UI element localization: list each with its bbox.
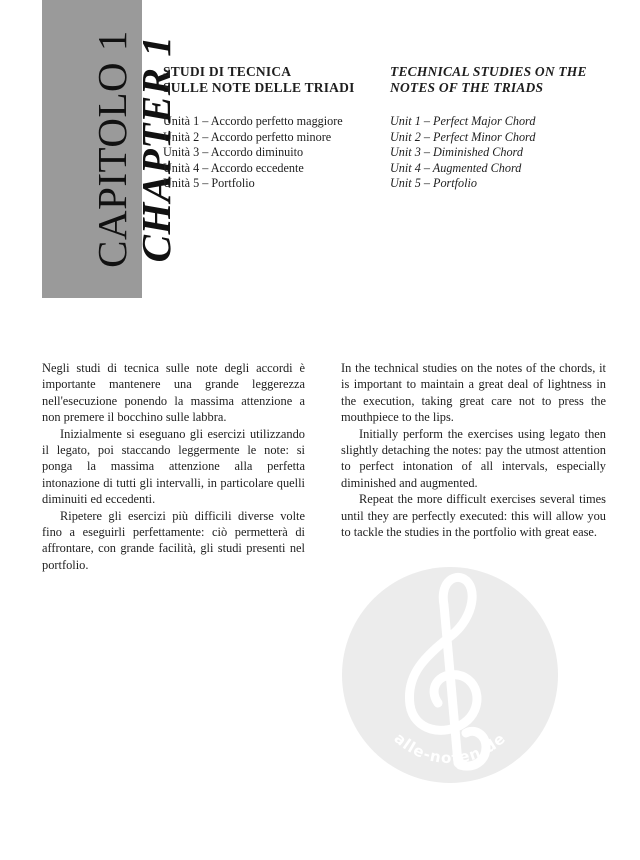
toc-english-heading-line1: TECHNICAL STUDIES ON THE (390, 64, 587, 79)
toc-english-item: Unit 2 – Perfect Minor Chord (390, 129, 536, 144)
toc-english-heading-line2: NOTES OF THE TRIADS (390, 80, 544, 95)
toc-english-item: Unit 1 – Perfect Major Chord (390, 114, 536, 128)
toc-italian-item: Unità 1 – Accordo perfetto maggiore (163, 114, 343, 128)
toc-italian-item: Unità 5 – Portfolio (163, 176, 255, 190)
chapter-title-english: CHAPTER 1 (133, 35, 179, 263)
body-italian (42, 360, 305, 573)
body-english-paragraph: Repeat the more difficult exercises several times until they are perfectly executed: this will allow you to tackle the studies in the portfolio with great ease. (341, 492, 606, 540)
toc-english-item: Unit 5 – Portfolio (390, 176, 478, 190)
toc-italian-list (163, 114, 373, 192)
toc-english-item: Unit 3 – Diminished Chord (390, 145, 523, 159)
toc-italian-heading-line1: STUDI DI TECNICA (163, 64, 292, 79)
chapter-title-italian: CAPITOLO 1 (89, 30, 135, 268)
toc-italian-item: Unità 3 – Accordo diminuito (163, 145, 304, 159)
toc-english-heading (390, 64, 615, 96)
treble-clef-icon (340, 565, 560, 785)
watermark-text: alle-noten.de (390, 729, 510, 768)
body-english-paragraph: Initially perform the exercises using legato then slightly detaching the notes: pay the utmost attention to perfect intonation of all intervals, especially diminished and augmented. (341, 426, 606, 490)
toc-english-item: Unit 4 – Augmented Chord (390, 160, 522, 175)
toc-english (390, 64, 615, 192)
body-italian-paragraph: Inizialmente si eseguano gli esercizi utilizzando il legato, poi staccando leggermente le note: si ponga la massima attenzione alla perfetta intonazione di tutti gli intervalli, in particolare quelli diminuiti ed eccedenti. (42, 426, 305, 507)
body-english (341, 360, 606, 540)
body-italian-paragraph: Ripetere gli esercizi più difficili diverse volte fino a eseguirli perfettamente: ciò permetterà di affrontare, con grande facilità, gli studi presenti nel portfolio. (42, 508, 305, 572)
toc-italian-heading (163, 64, 373, 96)
toc-italian (163, 64, 373, 192)
toc-italian-item: Unità 4 – Accordo eccedente (163, 160, 304, 175)
toc-english-list (390, 114, 615, 192)
toc-italian-heading-line2: SULLE NOTE DELLE TRIADI (163, 80, 355, 95)
body-italian-paragraph: Negli studi di tecnica sulle note degli accordi è importante mantenere una grande leggerezza nell'esecuzione ponendo la massima attenzione a non premere il bocchino sulle labbra. (42, 361, 305, 425)
toc-italian-item: Unità 2 – Accordo perfetto minore (163, 129, 332, 144)
chapter-banner (42, 0, 179, 298)
watermark (340, 565, 560, 785)
body-english-paragraph: In the technical studies on the notes of the chords, it is important to maintain a great deal of lightness in the execution, taking great care not to press the mouthpiece to the lips. (341, 361, 606, 425)
